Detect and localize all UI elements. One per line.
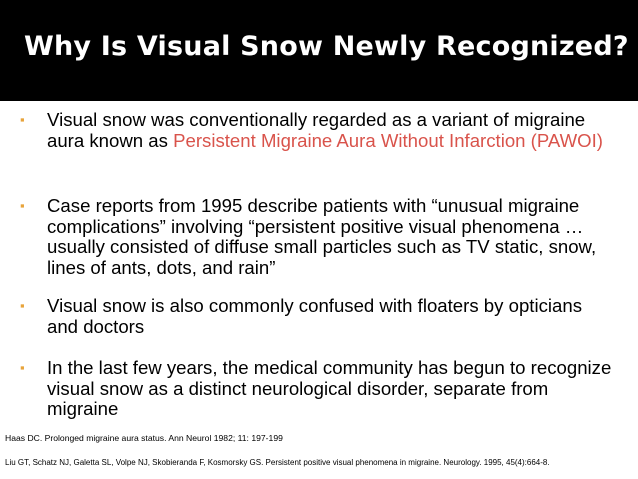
reference-1: Haas DC. Prolonged migraine aura status. Ann Neurol 1982; 11: 197-199 [5, 433, 283, 443]
accent-text: Persistent Migraine Aura Without Infarction (PAWOI) [173, 129, 603, 151]
bullet-text: Visual snow was conventionally regarded as a variant of migraine aura known as Persistent Migraine Aura Without Infarction (PAWOI) [47, 109, 603, 151]
bullet-text: In the last few years, the medical community has begun to recognize visual snow as a distinct neurological disorder, separate from migraine [47, 357, 612, 419]
bullet-text: Visual snow is also commonly confused with floaters by opticians and doctors [47, 295, 582, 337]
bullet-text: Case reports from 1995 describe patients with “unusual migraine complications” involving “persistent positive visual phenomena …usually consisted of diffuse small particles such as TV static, snow, lines of ants, dots, and rain” [47, 195, 597, 278]
square-bullet-icon: ▪ [20, 198, 25, 213]
square-bullet-icon: ▪ [20, 112, 25, 127]
square-bullet-icon: ▪ [20, 360, 25, 375]
slide-title: Why Is Visual Snow Newly Recognized? [24, 31, 629, 62]
reference-2: Liu GT, Schatz NJ, Galetta SL, Volpe NJ, Skobieranda F, Kosmorsky GS. Persistent positive visual phenomena in migraine. Neurology. 1995, 45(4):664-8. [5, 458, 550, 467]
square-bullet-icon: ▪ [20, 298, 25, 313]
